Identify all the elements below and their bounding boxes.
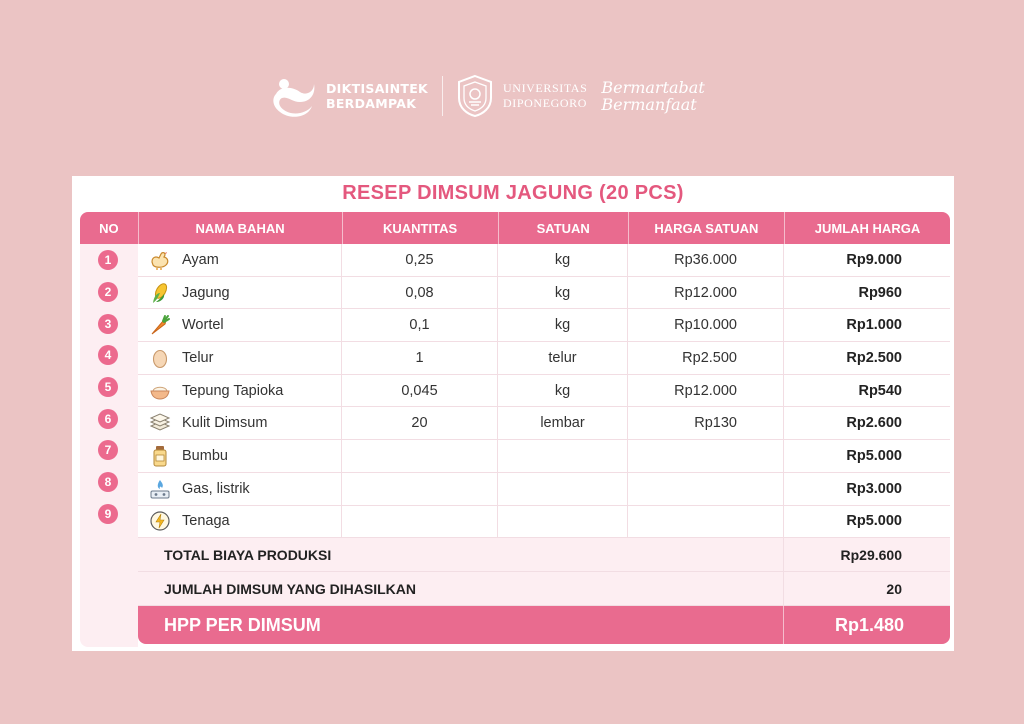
ingredient-cell	[138, 375, 342, 407]
qty-cell: 0,045	[342, 375, 498, 407]
unit-price-cell: Rp10.000	[628, 309, 784, 341]
table-row	[138, 244, 950, 277]
ingredient-name: Tenaga	[182, 513, 230, 530]
unit-cell	[498, 506, 628, 538]
unit-cell: telur	[498, 342, 628, 374]
logo-divider	[442, 76, 443, 116]
undip-seal-icon	[455, 74, 495, 118]
table-row	[138, 473, 950, 506]
qty-cell: 20	[342, 407, 498, 439]
ingredient-name: Kulit Dimsum	[182, 415, 268, 432]
qty-cell	[342, 473, 498, 505]
total-price-cell: Rp540	[858, 382, 902, 399]
unit-cell: kg	[498, 309, 628, 341]
total-price-cell: Rp9.000	[846, 251, 902, 268]
hpp-row	[138, 606, 950, 644]
total-price-cell: Rp3.000	[846, 480, 902, 497]
row-number: 6	[98, 409, 118, 429]
row-number: 3	[98, 314, 118, 334]
ingredient-cell	[138, 506, 342, 538]
ingredient-name: Gas, listrik	[182, 480, 250, 497]
unit-cell: kg	[498, 277, 628, 309]
carrot-icon	[148, 313, 172, 337]
total-price-cell: Rp2.600	[846, 415, 902, 432]
total-cost-value: Rp29.600	[840, 546, 902, 563]
ingredient-rows	[138, 244, 950, 644]
qty-cell: 0,25	[342, 244, 498, 276]
table-row	[138, 440, 950, 473]
recipe-card	[72, 176, 954, 651]
row-number: 9	[98, 504, 118, 524]
row-number: 8	[98, 472, 118, 492]
egg-icon	[148, 346, 172, 370]
table-row	[138, 309, 950, 342]
yield-count-row	[138, 572, 950, 606]
ingredient-name: Ayam	[182, 251, 219, 268]
motto-line2: Bermanfaat	[601, 95, 697, 114]
table-row	[138, 407, 950, 440]
total-cost-label: TOTAL BIAYA PRODUKSI	[138, 538, 784, 571]
cost-table	[80, 212, 950, 644]
ingredient-cell	[138, 473, 342, 505]
corn-icon	[148, 281, 172, 305]
flour-bowl-icon	[148, 379, 172, 403]
recipe-title: RESEP DIMSUM JAGUNG (20 PCS)	[342, 182, 684, 204]
table-row	[138, 506, 950, 539]
undip-line1: UNIVERSITAS	[503, 81, 588, 95]
qty-cell	[342, 506, 498, 538]
row-number: 2	[98, 282, 118, 302]
dumpling-wrapper-icon	[148, 411, 172, 435]
unit-price-cell	[628, 440, 784, 472]
ingredient-cell	[138, 277, 342, 309]
col-header-harga: HARGA SATUAN	[629, 212, 785, 244]
table-row	[138, 277, 950, 310]
col-header-jumlah: JUMLAH HARGA	[814, 220, 921, 236]
col-header-qty: KUANTITAS	[343, 212, 499, 244]
unit-price-cell: Rp130	[628, 407, 784, 439]
unit-cell	[498, 440, 628, 472]
table-row	[138, 375, 950, 408]
total-price-cell: Rp2.500	[846, 349, 902, 366]
unit-price-cell: Rp2.500	[628, 342, 784, 374]
ingredient-cell	[138, 244, 342, 276]
unit-price-cell: Rp12.000	[628, 277, 784, 309]
qty-cell	[342, 440, 498, 472]
row-number: 5	[98, 377, 118, 397]
ingredient-cell	[138, 407, 342, 439]
yield-count-value: 20	[886, 580, 902, 597]
dikti-line1: DIKTISAINTEK	[326, 81, 429, 96]
ingredient-name: Jagung	[182, 284, 230, 301]
chicken-icon	[148, 248, 172, 272]
dikti-line2: BERDAMPAK	[326, 96, 417, 111]
unit-cell: kg	[498, 375, 628, 407]
yield-count-label: JUMLAH DIMSUM YANG DIHASILKAN	[138, 572, 784, 605]
gas-stove-icon	[148, 477, 172, 501]
ingredient-cell	[138, 440, 342, 472]
total-price-cell: Rp5.000	[846, 513, 902, 530]
col-header-nama: NAMA BAHAN	[139, 212, 343, 244]
total-price-cell: Rp1.000	[846, 317, 902, 334]
col-header-no: NO	[80, 212, 139, 244]
unit-cell: lembar	[498, 407, 628, 439]
ingredient-name: Wortel	[182, 317, 224, 334]
unit-cell: kg	[498, 244, 628, 276]
unit-price-cell: Rp36.000	[628, 244, 784, 276]
qty-cell: 0,1	[342, 309, 498, 341]
spice-jar-icon	[148, 444, 172, 468]
unit-price-cell	[628, 473, 784, 505]
col-header-satuan: SATUAN	[499, 212, 629, 244]
row-number: 4	[98, 345, 118, 365]
undip-logo	[455, 74, 587, 118]
total-price-cell: Rp960	[858, 284, 902, 301]
table-body	[80, 244, 950, 644]
ingredient-name: Tepung Tapioka	[182, 382, 284, 399]
qty-cell: 1	[342, 342, 498, 374]
unit-price-cell: Rp12.000	[628, 375, 784, 407]
table-row	[138, 342, 950, 375]
hpp-value: Rp1.480	[834, 614, 904, 635]
undip-line2: DIPONEGORO	[503, 96, 588, 110]
motto	[601, 79, 704, 113]
ingredient-cell	[138, 342, 342, 374]
hpp-label: HPP PER DIMSUM	[138, 606, 784, 644]
row-number: 7	[98, 440, 118, 460]
row-number: 1	[98, 250, 118, 270]
table-header	[80, 212, 950, 244]
total-price-cell: Rp5.000	[846, 447, 902, 464]
total-cost-row	[138, 538, 950, 572]
ingredient-name: Telur	[182, 349, 214, 366]
motto-line1: Bermartabat	[601, 78, 705, 97]
unit-price-cell	[628, 506, 784, 538]
dikti-mark-icon	[270, 72, 318, 120]
header-logos	[270, 70, 740, 122]
dikti-logo	[270, 72, 428, 120]
number-column	[80, 244, 138, 647]
ingredient-name: Bumbu	[182, 447, 228, 464]
ingredient-cell	[138, 309, 342, 341]
qty-cell: 0,08	[342, 277, 498, 309]
unit-cell	[498, 473, 628, 505]
energy-icon	[148, 509, 172, 533]
